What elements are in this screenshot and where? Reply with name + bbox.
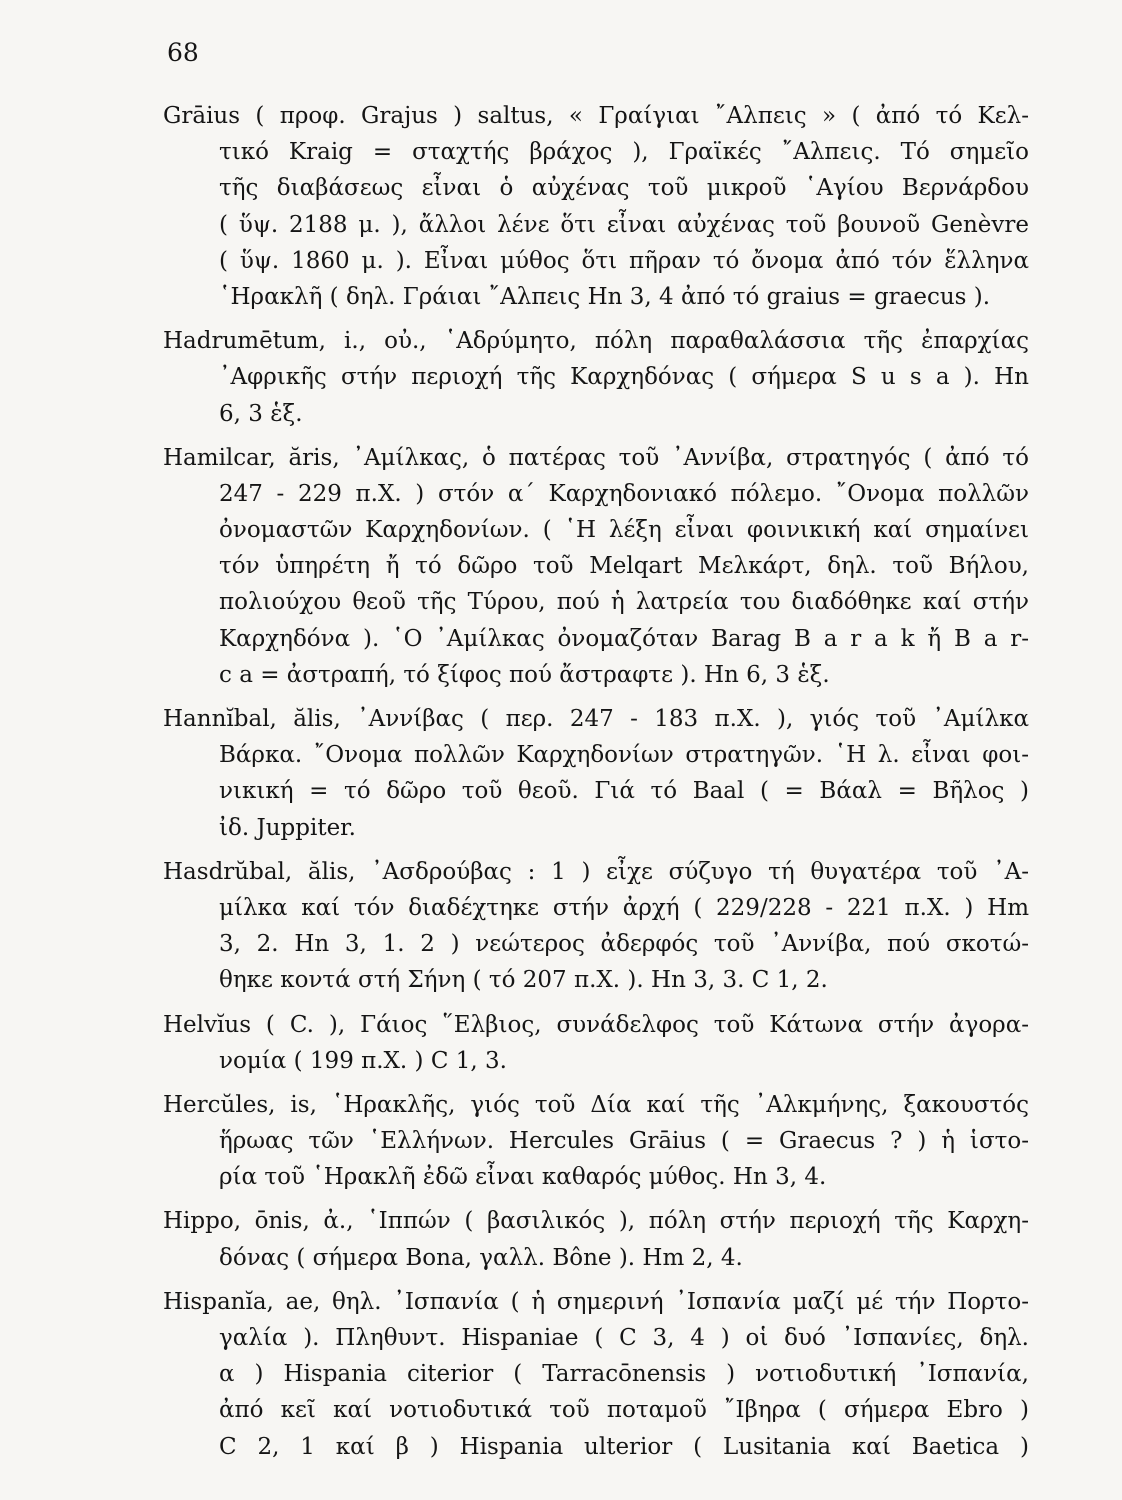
entry-text-line: ἰδ. Juppiter. xyxy=(219,814,356,841)
entry-text-line: τῆς διαβάσεως εἶναι ὁ αὐχένας τοῦ μικροῦ ῾Αγίου Βερνάρδου xyxy=(219,175,1029,202)
entry-headword-line: Hippo, ōnis, ἀ., ῾Ιππών ( βασιλικός ), πόλη στήν περιοχή τῆς Καρχη- xyxy=(163,1208,1029,1235)
entry-text-line: ἥρωας τῶν ῾Ελλήνων. Hercules Grāius ( = Graecus ? ) ἡ ἱστο- xyxy=(219,1128,1029,1155)
glossary-entry xyxy=(163,1007,1029,1079)
page-number: 68 xyxy=(167,38,199,67)
entry-headword-line: Hispanĭa, ae, θηλ. ᾿Ισπανία ( ἡ σημερινή ᾿Ισπανία μαζί μέ τήν Πορτο- xyxy=(163,1288,1029,1315)
entry-text-line: τικό Kraig = σταχτής βράχος ), Γραϊκές ῎Αλπεις. Τό σημεῖο xyxy=(219,139,1029,166)
entry-text-line: μίλκα καί τόν διαδέχτηκε στήν ἀρχή ( 229/228 - 221 π.Χ. ) Hm xyxy=(219,894,1029,921)
glossary-entry xyxy=(163,1087,1029,1196)
entry-text-line: ( ὕψ. 1860 μ. ). Εἶναι μύθος ὅτι πῆραν τό ὄνομα ἀπό τόν ἕλληνα xyxy=(219,247,1029,274)
entry-text-line: νικική = τό δῶρο τοῦ θεοῦ. Γιά τό Baal ( = Βάαλ = Βῆλος ) xyxy=(219,778,1029,805)
glossary-entries xyxy=(163,98,1029,1473)
entry-text-line: γαλία ). Πληθυντ. Hispaniae ( C 3, 4 ) οἱ δυό ᾿Ισπανίες, δηλ. xyxy=(219,1325,1029,1351)
entry-headword-line: Hadrumētum, i., οὐ., ῾Αδρύμητο, πόλη παραθαλάσσια τῆς ἐπαρχίας xyxy=(163,328,1029,355)
entry-text-line: ( ὕψ. 2188 μ. ), ἄλλοι λένε ὅτι εἶναι αὐχένας τοῦ βουνοῦ Genèvre xyxy=(219,211,1029,238)
entry-text-line: ᾿Αφρικῆς στήν περιοχή τῆς Καρχηδόνας ( σήμερα S u s a ). Hn xyxy=(219,364,1029,391)
entry-text-line: 3, 2. Hn 3, 1. 2 ) νεώτερος ἀδερφός τοῦ ᾿Αννίβα, πού σκοτώ- xyxy=(219,931,1029,958)
entry-text-line: Καρχηδόνα ). ῾Ο ᾿Αμίλκας ὀνομαζόταν Barag B a r a k ἤ B a r- xyxy=(219,625,1029,652)
glossary-entry xyxy=(163,1203,1029,1275)
entry-text-line: ἀπό κεῖ καί νοτιοδυτικά τοῦ ποταμοῦ ῎Ιβηρα ( σήμερα Ebro ) xyxy=(219,1397,1029,1424)
entry-headword-line: Hasdrŭbal, ălis, ᾿Ασδρούβας : 1 ) εἶχε σύζυγο τή θυγατέρα τοῦ ᾿Α- xyxy=(163,858,1029,885)
entry-text-line: ρία τοῦ ῾Ηρακλῆ ἐδῶ εἶναι καθαρός μύθος. Hn 3, 4. xyxy=(219,1164,827,1191)
entry-text-line: πολιούχου θεοῦ τῆς Τύρου, πού ἡ λατρεία του διαδόθηκε καί στήν xyxy=(219,589,1029,616)
entry-text-line: 247 - 229 π.Χ. ) στόν α΄ Καρχηδονιακό πόλεμο. ῎Ονομα πολλῶν xyxy=(219,480,1029,507)
entry-text-line: C 2, 1 καί β ) Hispania ulterior ( Lusitania καί Baetica ) xyxy=(219,1433,1029,1460)
entry-headword-line: Hercŭles, is, ῾Ηρακλῆς, γιός τοῦ Δία καί τῆς ᾿Αλκμήνης, ξακουστός xyxy=(163,1091,1029,1118)
glossary-entry xyxy=(163,440,1029,693)
entry-text-line: δόνας ( σήμερα Bona, γαλλ. Bône ). Hm 2, 4. xyxy=(219,1244,743,1271)
entry-headword-line: Hannĭbal, ălis, ᾿Αννίβας ( περ. 247 - 183 π.Χ. ), γιός τοῦ ᾿Αμίλκα xyxy=(163,706,1029,732)
entry-text-line: ῾Ηρακλῆ ( δηλ. Γράιαι ῎Αλπεις Hn 3, 4 ἀπό τό graius = graecus ). xyxy=(219,283,991,310)
entry-text-line: ὀνομαστῶν Καρχηδονίων. ( ῾Η λέξη εἶναι φοινικική καί σημαίνει xyxy=(219,517,1029,544)
glossary-entry xyxy=(163,854,1029,999)
entry-text-line: α ) Hispania citerior ( Tarracōnensis ) νοτιοδυτική ᾿Ισπανία, xyxy=(219,1361,1029,1388)
entry-text-line: τόν ὑπηρέτη ἤ τό δῶρο τοῦ Melqart Μελκάρτ, δηλ. τοῦ Βήλου, xyxy=(219,553,1029,580)
entry-headword-line: Grāius ( προφ. Grajus ) saltus, « Γραίγιαι ῎Αλπεις » ( ἀπό τό Κελ- xyxy=(163,103,1029,129)
glossary-entry xyxy=(163,98,1029,315)
glossary-entry xyxy=(163,323,1029,432)
glossary-entry xyxy=(163,701,1029,846)
entry-text-line: θηκε κοντά στή Σήνη ( τό 207 π.Χ. ). Hn 3, 3. C 1, 2. xyxy=(219,967,828,994)
entry-headword-line: Hamilcar, ăris, ᾿Αμίλκας, ὁ πατέρας τοῦ ᾿Αννίβα, στρατηγός ( ἀπό τό xyxy=(163,444,1029,471)
entry-text-line: 6, 3 ἑξ. xyxy=(219,400,303,427)
entry-headword-line: Helvĭus ( C. ), Γάιος ῞Ελβιος, συνάδελφος τοῦ Κάτωνα στήν ἀγορα- xyxy=(163,1011,1029,1038)
entry-text-line: Βάρκα. ῎Ονομα πολλῶν Καρχηδονίων στρατηγῶν. ῾Η λ. εἶναι φοι- xyxy=(219,742,1029,769)
entry-text-line: νομία ( 199 π.Χ. ) C 1, 3. xyxy=(219,1047,507,1074)
glossary-entry xyxy=(163,1284,1029,1465)
entry-text-line: c a = ἀστραπή, τό ξίφος πού ἄστραφτε ). Hn 6, 3 ἑξ. xyxy=(219,661,830,688)
